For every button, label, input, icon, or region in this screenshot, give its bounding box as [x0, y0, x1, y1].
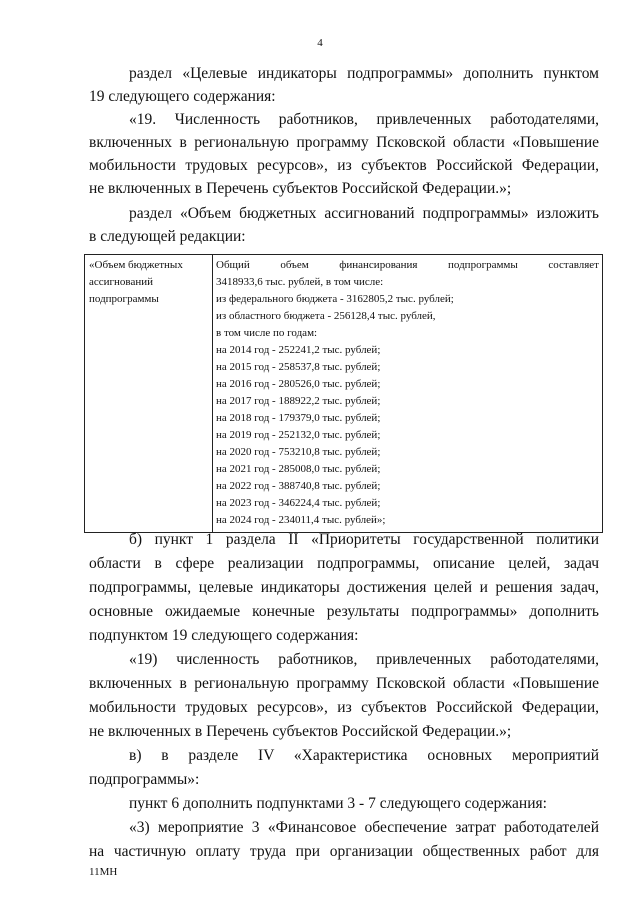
- paragraph-line: подпунктом 19 следующего содержания:: [89, 627, 359, 644]
- table-label-cell: «Объем бюджетных ассигнований подпрограммы: [85, 255, 213, 533]
- table-line: Общий объем финансирования подпрограммы составляет: [216, 259, 599, 271]
- page-number: 4: [317, 37, 323, 49]
- paragraph-line: пункт 6 дополнить подпунктами 3 - 7 следующего содержания:: [129, 795, 547, 812]
- table-line: на 2024 год - 234011,4 тыс. рублей»;: [216, 514, 386, 526]
- paragraph-line: области в сфере реализации подпрограммы, описание целей, задач: [89, 555, 599, 572]
- table-line: на 2019 год - 252132,0 тыс. рублей;: [216, 429, 381, 441]
- table-line: на 2022 год - 388740,8 тыс. рублей;: [216, 480, 381, 492]
- paragraph-line: «3) мероприятие 3 «Финансовое обеспечение затрат работодателей: [129, 819, 599, 836]
- table-line: 3418933,6 тыс. рублей, в том числе:: [216, 276, 384, 288]
- paragraph-line: раздел «Целевые индикаторы подпрограммы» дополнить пунктом: [129, 65, 599, 82]
- paragraph-line: мобильности трудовых ресурсов», из субъектов Российской Федерации,: [89, 699, 599, 716]
- table-line: из областного бюджета - 256128,4 тыс. рублей,: [216, 310, 436, 322]
- table-row: [85, 255, 603, 533]
- paragraph-line: подпрограммы»:: [89, 771, 200, 788]
- paragraph-line: включенных в региональную программу Псковской области «Повышение: [89, 134, 599, 151]
- table-line: на 2015 год - 258537,8 тыс. рублей;: [216, 361, 381, 373]
- paragraph-line: в) в разделе IV «Характеристика основных мероприятий: [129, 747, 599, 764]
- paragraph-line: б) пункт 1 раздела II «Приоритеты государственной политики: [129, 531, 599, 548]
- paragraph-line: раздел «Объем бюджетных ассигнований подпрограммы» изложить: [129, 205, 599, 222]
- paragraph-line: 19 следующего содержания:: [89, 88, 276, 105]
- paragraph-line: на частичную оплату труда при организации общественных работ для: [89, 843, 599, 860]
- table-line: на 2021 год - 285008,0 тыс. рублей;: [216, 463, 381, 475]
- paragraph-line: мобильности трудовых ресурсов», из субъектов Российской Федерации,: [89, 157, 599, 174]
- budget-allocation-table: [84, 254, 603, 533]
- paragraph-line: не включенных в Перечень субъектов Российской Федерации.»;: [89, 723, 512, 740]
- document-code: 11МН: [89, 866, 118, 878]
- paragraph-line: основные ожидаемые конечные результаты подпрограммы» дополнить: [89, 603, 599, 620]
- paragraph-line: «19. Численность работников, привлеченных работодателями,: [129, 111, 599, 128]
- table-line: на 2017 год - 188922,2 тыс. рублей;: [216, 395, 381, 407]
- table-value-cell: [213, 255, 603, 533]
- table-line: в том числе по годам:: [216, 327, 318, 339]
- table-line: на 2018 год - 179379,0 тыс. рублей;: [216, 412, 381, 424]
- paragraph-line: подпрограммы, целевые индикаторы достижения целей и решения задач,: [89, 579, 599, 596]
- table-line: на 2020 год - 753210,8 тыс. рублей;: [216, 446, 381, 458]
- table-line: на 2014 год - 252241,2 тыс. рублей;: [216, 344, 381, 356]
- table-line: на 2016 год - 280526,0 тыс. рублей;: [216, 378, 381, 390]
- paragraph-line: «19) численность работников, привлеченных работодателями,: [129, 651, 599, 668]
- paragraph-line: включенных в региональную программу Псковской области «Повышение: [89, 675, 599, 692]
- table-line: из федерального бюджета - 3162805,2 тыс. рублей;: [216, 293, 454, 305]
- paragraph-line: не включенных в Перечень субъектов Российской Федерации.»;: [89, 180, 512, 197]
- paragraph-line: в следующей редакции:: [89, 228, 246, 245]
- table-line: на 2023 год - 346224,4 тыс. рублей;: [216, 497, 381, 509]
